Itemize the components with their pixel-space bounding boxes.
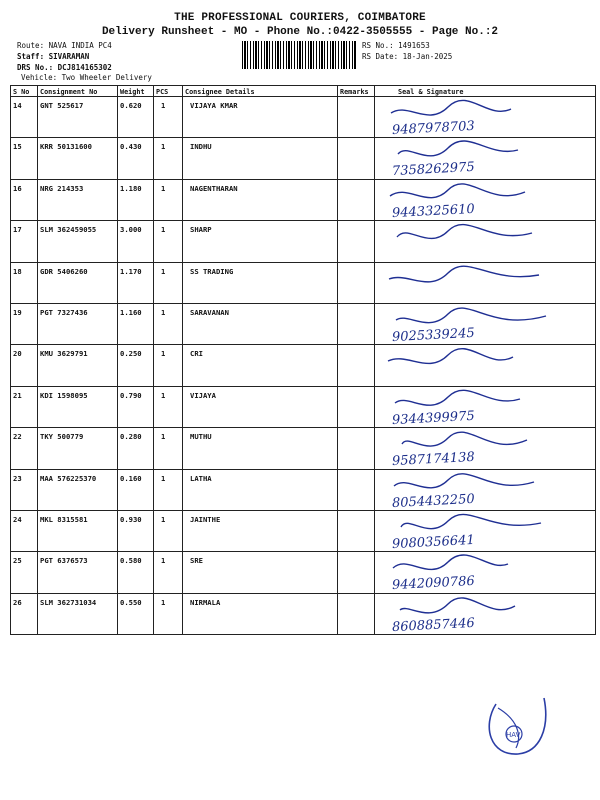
weight-cell: 1.170 (120, 266, 142, 276)
pcs-cell: 1 (161, 597, 166, 607)
column-header-remarks: Remarks (340, 88, 369, 96)
rs-number-field: RS No.: 1491653 (362, 41, 430, 50)
consignee-cell: SS TRADING (190, 266, 234, 276)
signature-area (378, 138, 596, 178)
pcs-cell: 1 (161, 349, 166, 359)
signature-phone-number: 9487978703 (391, 118, 476, 139)
signature-area (378, 345, 596, 385)
consignment-no-cell: MAA 576225370 (40, 473, 97, 483)
pcs-cell: 1 (161, 266, 166, 276)
signature-area (378, 428, 596, 468)
sno-cell: 24 (13, 515, 22, 524)
signature-phone-number: 9587174138 (391, 450, 476, 470)
consignee-cell: SRE (190, 556, 203, 566)
column-header-weight: Weight (120, 88, 145, 96)
consignment-no-cell: TKY 500779 (40, 432, 84, 442)
signature-phone-number: 9443325610 (391, 201, 476, 221)
consignee-cell: VIJAYA KMAR (190, 101, 238, 110)
signature-area (378, 304, 596, 344)
signature-area (378, 97, 596, 137)
signature-phone-number: 9025339245 (391, 325, 476, 346)
runsheet-title: THE PROFESSIONAL COURIERS, COIMBATORE (174, 12, 426, 24)
signature-phone-number: 9080356641 (391, 532, 476, 553)
signature-area (378, 263, 596, 303)
sno-cell: 23 (13, 473, 22, 483)
route-field: Route: NAVA INDIA PC4 (17, 41, 112, 50)
sno-cell: 18 (13, 266, 22, 276)
rs-date-field: RS Date: 18-Jan-2025 (362, 52, 453, 61)
sno-cell: 17 (13, 225, 22, 235)
pcs-cell: 1 (161, 142, 166, 152)
sno-cell: 21 (13, 390, 22, 400)
consignment-no-cell: MKL 8315581 (40, 515, 88, 524)
column-header-consignment: Consignment No (40, 88, 98, 96)
pcs-cell: 1 (161, 556, 166, 566)
consignment-no-cell: NRG 214353 (40, 183, 84, 193)
consignee-cell: NIRMALA (190, 597, 221, 607)
signature-phone-number: 8054432250 (391, 491, 476, 511)
pcs-cell: 1 (161, 432, 166, 442)
weight-cell: 0.550 (120, 597, 142, 607)
pcs-cell: 1 (161, 515, 166, 524)
sno-cell: 20 (13, 349, 22, 359)
weight-cell: 1.160 (120, 308, 142, 317)
pcs-cell: 1 (161, 390, 166, 400)
handwritten-signature-icon (378, 263, 596, 303)
runsheet-table (10, 85, 596, 635)
consignee-cell: SHARP (190, 225, 212, 235)
consignee-cell: JAINTHE (190, 515, 221, 524)
signature-area (378, 552, 596, 592)
delivery-stamp (478, 690, 558, 770)
consignment-no-cell: SLM 362459055 (40, 225, 97, 235)
staff-field: Staff: SIVARAMAN (17, 52, 90, 61)
weight-cell: 3.000 (120, 225, 142, 235)
sno-cell: 25 (13, 556, 22, 566)
consignee-cell: INDHU (190, 142, 212, 152)
consignee-cell: LATHA (190, 473, 212, 483)
consignment-no-cell: GNT 525617 (40, 101, 84, 110)
weight-cell: 0.620 (120, 101, 142, 110)
sno-cell: 19 (13, 308, 22, 317)
consignment-no-cell: PGT 6376573 (40, 556, 88, 566)
weight-cell: 0.580 (120, 556, 142, 566)
pcs-cell: 1 (161, 473, 166, 483)
sno-cell: 26 (13, 597, 22, 607)
signature-area (378, 470, 596, 510)
pcs-cell: 1 (161, 101, 166, 110)
consignment-no-cell: KRR 50131600 (40, 142, 92, 152)
pcs-cell: 1 (161, 308, 166, 317)
weight-cell: 0.790 (120, 390, 142, 400)
sno-cell: 14 (13, 101, 22, 110)
column-header-pcs: PCS (156, 88, 169, 96)
consignee-cell: SARAVANAN (190, 308, 229, 317)
sno-cell: 22 (13, 432, 22, 442)
signature-phone-number: 9344399975 (391, 408, 476, 428)
drs-number-field: DRS No.: DCJ814165302 (17, 63, 112, 72)
consignment-no-cell: KDI 1598095 (40, 390, 88, 400)
weight-cell: 0.280 (120, 432, 142, 442)
signature-area (378, 180, 596, 220)
consignment-no-cell: SLM 362731034 (40, 597, 97, 607)
vehicle-field: Vehicle: Two Wheeler Delivery (21, 73, 152, 82)
weight-cell: 1.180 (120, 183, 142, 193)
consignment-no-cell: PGT 7327436 (40, 308, 88, 317)
consignment-no-cell: KMU 3629791 (40, 349, 88, 359)
consignee-cell: NAGENTHARAN (190, 183, 238, 193)
signature-area (378, 511, 596, 551)
svg-text:HAV: HAV (506, 731, 521, 739)
signature-phone-number: 8608857446 (391, 615, 476, 635)
pcs-cell: 1 (161, 183, 166, 193)
pcs-cell: 1 (161, 225, 166, 235)
column-header-consignee: Consignee Details (185, 88, 255, 96)
sno-cell: 15 (13, 142, 22, 152)
weight-cell: 0.930 (120, 515, 142, 524)
column-header-signature: Seal & Signature (398, 88, 464, 96)
sno-cell: 16 (13, 183, 22, 193)
signature-area (378, 221, 596, 261)
signature-area (378, 387, 596, 427)
weight-cell: 0.250 (120, 349, 142, 359)
consignee-cell: CRI (190, 349, 203, 359)
handwritten-signature-icon (378, 221, 596, 261)
weight-cell: 0.160 (120, 473, 142, 483)
barcode (242, 41, 356, 69)
signature-area (378, 594, 596, 634)
column-header-sno: S No (13, 88, 30, 96)
handwritten-signature-icon (378, 345, 596, 385)
consignee-cell: MUTHU (190, 432, 212, 442)
runsheet-subtitle: Delivery Runsheet - MO - Phone No.:0422-3505555 - Page No.:2 (101, 26, 499, 38)
consignment-no-cell: GDR 5406260 (40, 266, 88, 276)
signature-phone-number: 7358262975 (391, 160, 476, 180)
weight-cell: 0.430 (120, 142, 142, 152)
consignee-cell: VIJAYA (190, 390, 216, 400)
signature-phone-number: 9442090786 (391, 574, 476, 594)
row-divider (10, 634, 596, 635)
